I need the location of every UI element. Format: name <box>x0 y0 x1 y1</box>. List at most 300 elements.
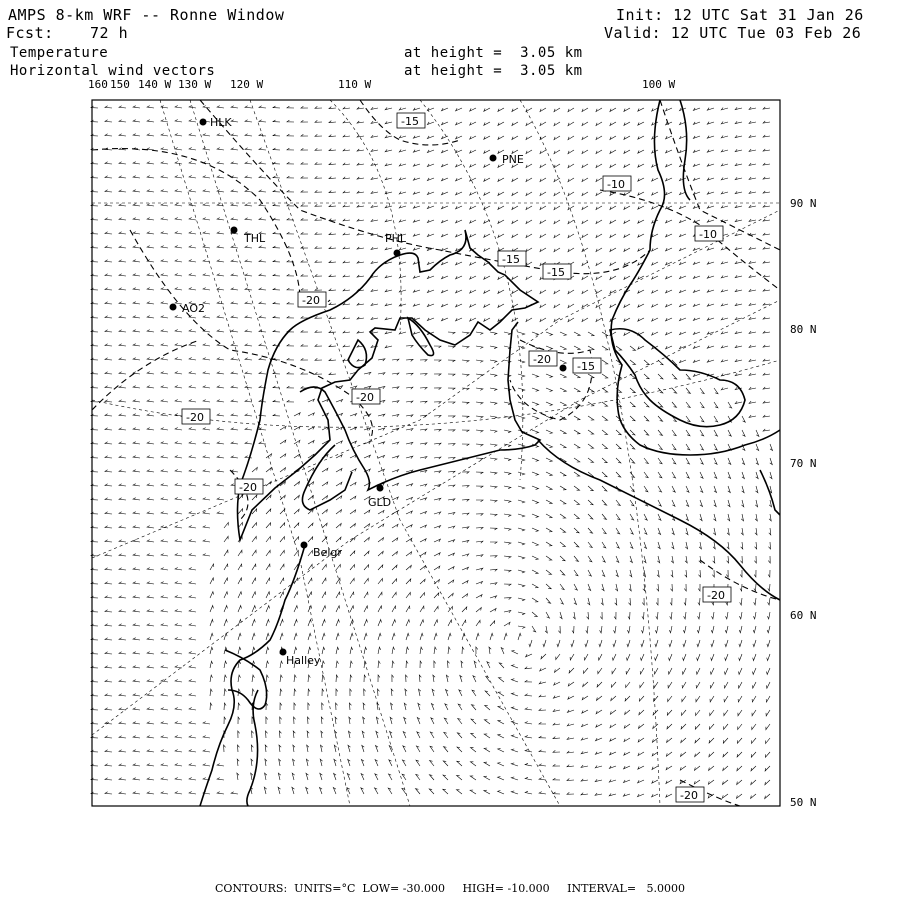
wind-barb <box>680 276 687 279</box>
wind-barb <box>600 612 602 619</box>
wind-barb <box>357 121 364 123</box>
wind-barb <box>567 724 574 726</box>
wind-barb <box>406 484 413 487</box>
wind-barb <box>245 274 252 276</box>
wind-barb <box>686 486 689 492</box>
wind-barb <box>540 206 546 210</box>
wind-barb <box>600 626 602 633</box>
wind-barb <box>322 399 329 402</box>
wind-barb <box>498 122 504 125</box>
wind-barb <box>763 107 770 109</box>
wind-barb <box>693 192 700 195</box>
wind-barb <box>707 346 714 349</box>
wind-barb <box>105 134 112 136</box>
wind-barb <box>119 792 126 794</box>
wind-barb <box>161 358 168 360</box>
wind-barb <box>175 134 182 137</box>
wind-barb <box>462 594 468 598</box>
wind-barb <box>343 107 350 109</box>
wind-barb <box>693 136 700 139</box>
wind-barb <box>133 414 140 416</box>
wind-barb <box>723 766 728 771</box>
wind-barb <box>231 456 238 458</box>
wind-barb <box>147 246 154 248</box>
wind-barb <box>532 612 537 617</box>
wind-barb <box>161 610 168 612</box>
wind-barb <box>217 372 224 374</box>
wind-barb <box>735 219 742 221</box>
wind-barb <box>738 710 742 716</box>
wind-barb <box>529 640 532 647</box>
wind-barb <box>714 472 717 478</box>
wind-barb <box>266 647 269 654</box>
wind-barb <box>583 682 588 687</box>
wind-barb <box>532 458 539 461</box>
wind-barb <box>133 624 140 626</box>
wind-barb <box>490 360 497 363</box>
wind-barb <box>175 274 182 277</box>
wind-barb <box>602 584 605 591</box>
wind-barb <box>133 694 140 696</box>
wind-barb <box>462 374 469 376</box>
wind-barb <box>707 164 714 167</box>
wind-barb <box>753 626 756 633</box>
wind-barb <box>749 177 756 179</box>
wind-barb <box>624 304 630 307</box>
wind-barb <box>273 176 280 178</box>
wind-barb <box>470 220 476 223</box>
wind-barb <box>738 696 742 702</box>
wind-barb <box>609 793 616 795</box>
wind-barb <box>462 402 469 404</box>
wind-barb <box>698 584 700 591</box>
wind-barb <box>610 122 616 126</box>
wind-barb <box>392 538 398 542</box>
wind-barb <box>504 402 511 405</box>
wind-barb <box>490 472 497 474</box>
wind-barb <box>707 136 714 139</box>
wind-barb <box>574 444 580 448</box>
wind-barb <box>434 498 441 500</box>
wind-barb <box>315 190 322 192</box>
wind-barb <box>371 205 378 207</box>
wind-barb <box>189 274 196 277</box>
wind-barb <box>696 710 700 716</box>
wind-barb <box>582 150 588 154</box>
wind-barb <box>322 647 325 654</box>
wind-barb <box>133 190 140 192</box>
wind-barb <box>434 661 436 668</box>
wind-barb <box>252 592 256 598</box>
wind-barb <box>735 275 742 277</box>
wind-barb <box>654 682 658 688</box>
wind-barb <box>350 661 352 668</box>
wind-barb <box>336 565 340 571</box>
wind-barb <box>546 500 552 504</box>
wind-barb <box>217 484 224 486</box>
wind-barb <box>741 542 743 549</box>
wind-barb <box>189 512 196 515</box>
wind-barb <box>554 136 560 140</box>
wind-barb <box>699 542 701 549</box>
wind-barb <box>133 120 140 122</box>
wind-barb <box>614 612 616 619</box>
wind-barb <box>512 220 518 224</box>
wind-barb <box>511 707 518 710</box>
wind-barb <box>279 759 281 766</box>
wind-barb <box>413 332 420 334</box>
wind-barb <box>308 441 314 445</box>
wind-barb <box>147 708 154 710</box>
wind-barb <box>652 318 658 321</box>
wind-barb <box>518 486 525 489</box>
wind-barb <box>766 724 770 730</box>
wind-barb <box>626 682 630 688</box>
wind-barb <box>652 276 658 279</box>
wind-barb <box>133 442 140 444</box>
wind-barb <box>224 675 227 682</box>
wind-barb <box>751 752 756 757</box>
wind-barb <box>624 248 630 251</box>
wind-barb <box>666 220 672 223</box>
wind-barb <box>584 668 589 673</box>
wind-barb <box>392 359 399 361</box>
wind-barb <box>473 676 476 682</box>
wind-barb <box>217 456 224 458</box>
wind-barb <box>443 789 448 794</box>
wind-barb <box>203 764 210 766</box>
wind-barb <box>364 551 369 556</box>
wind-barb <box>672 444 676 450</box>
wind-barb <box>763 233 770 235</box>
wind-barb <box>252 633 255 640</box>
wind-barb <box>714 486 717 493</box>
wind-barb <box>280 426 286 430</box>
wind-barb <box>666 304 672 307</box>
wind-barb <box>175 316 182 319</box>
wind-barb <box>490 458 497 460</box>
wind-barb <box>133 176 140 178</box>
wind-barb <box>613 640 616 647</box>
wind-barb <box>273 218 280 220</box>
contour-label <box>695 226 723 241</box>
wind-barb <box>582 108 588 112</box>
wind-barb <box>572 626 574 633</box>
wind-barb <box>147 680 154 682</box>
wind-barb <box>147 652 154 654</box>
wind-barb <box>610 724 616 728</box>
field-wind: Horizontal wind vectors <box>10 63 216 79</box>
wind-barb <box>434 457 441 459</box>
wind-barb <box>119 778 126 780</box>
wind-barb <box>406 387 413 389</box>
wind-barb <box>287 344 294 346</box>
wind-barb <box>699 570 701 577</box>
wind-barb <box>470 318 476 321</box>
wind-barb <box>532 472 539 475</box>
wind-barb <box>119 666 126 668</box>
wind-barb <box>392 565 397 570</box>
wind-barb <box>666 766 672 770</box>
wind-barb <box>610 752 616 755</box>
wind-barb <box>385 107 392 109</box>
wind-barb <box>147 694 154 696</box>
wind-barb <box>392 497 398 500</box>
wind-barb <box>639 710 644 715</box>
wind-barb <box>420 525 426 528</box>
wind-barb <box>280 689 282 696</box>
wind-barb <box>560 402 566 406</box>
wind-barb <box>364 455 370 458</box>
wind-barb <box>301 232 308 234</box>
wind-barb <box>217 400 224 402</box>
wind-barb <box>231 400 238 402</box>
wind-barb <box>321 717 323 724</box>
wind-barb <box>133 400 140 402</box>
wind-barb <box>749 121 756 123</box>
wind-barb <box>280 578 284 584</box>
wind-barb <box>413 276 420 278</box>
wind-barb <box>476 595 482 598</box>
wind-barb <box>273 120 280 122</box>
wind-barb <box>581 765 588 767</box>
wind-barb <box>105 190 112 192</box>
wind-barb <box>217 792 224 794</box>
wind-barb <box>203 204 210 206</box>
wind-barb <box>518 598 525 601</box>
wind-barb <box>434 553 440 556</box>
wind-barb <box>624 766 630 769</box>
wind-barb <box>686 416 690 422</box>
wind-barb <box>489 647 491 654</box>
wind-barb <box>560 542 565 546</box>
wind-barb <box>224 689 226 696</box>
wind-barb <box>217 470 224 472</box>
wind-barb <box>448 526 455 528</box>
wind-barb <box>105 470 112 472</box>
wind-barb <box>456 318 462 321</box>
wind-barb <box>753 668 757 674</box>
wind-barb <box>504 500 511 503</box>
wind-barb <box>329 177 336 179</box>
wind-barb <box>721 206 728 208</box>
wind-barb <box>259 358 266 360</box>
wind-barb <box>543 640 546 647</box>
wind-barb <box>763 303 770 305</box>
wind-barb <box>203 722 210 724</box>
wind-barb <box>532 486 539 489</box>
wind-barb <box>442 164 449 167</box>
wind-barb <box>203 190 210 192</box>
wind-barb <box>560 514 566 518</box>
contour-label <box>543 264 571 279</box>
wind-barb <box>315 344 322 346</box>
wind-barb <box>419 675 421 682</box>
wind-barb <box>203 750 210 752</box>
wind-barb <box>217 498 224 500</box>
wind-barb <box>448 499 455 501</box>
wind-barb <box>694 780 700 784</box>
wind-barb <box>133 274 140 276</box>
wind-barb <box>442 220 449 223</box>
wind-barb <box>474 661 476 668</box>
wind-barb <box>458 719 462 725</box>
wind-barb <box>350 675 352 682</box>
wind-barb <box>686 388 690 393</box>
wind-barb <box>554 682 560 685</box>
wind-barb <box>723 752 728 757</box>
wind-barb <box>595 766 602 768</box>
wind-barb <box>602 556 605 562</box>
forecast-hours: 72 h <box>90 24 129 42</box>
wind-barb <box>175 372 182 375</box>
wind-barb <box>161 778 168 780</box>
wind-barb <box>119 652 126 654</box>
wind-barb <box>567 792 574 794</box>
wind-barb <box>133 288 140 290</box>
wind-barb <box>203 554 210 556</box>
wind-barb <box>161 512 168 514</box>
wind-barb <box>378 524 384 528</box>
wind-barb <box>329 289 336 291</box>
wind-barb <box>203 736 210 738</box>
wind-barb <box>490 596 497 599</box>
wind-barb <box>434 633 437 640</box>
wind-barb <box>461 661 463 668</box>
wind-barb <box>512 276 518 280</box>
wind-barb <box>308 633 311 640</box>
wind-barb <box>378 592 382 598</box>
wind-barb <box>540 290 546 294</box>
wind-barb <box>442 150 449 153</box>
wind-barb <box>763 177 770 179</box>
wind-barb <box>740 598 742 605</box>
wind-barb <box>350 689 352 696</box>
wind-barb <box>457 761 462 766</box>
wind-barb <box>735 359 742 361</box>
wind-barb <box>119 722 126 724</box>
wind-barb <box>504 430 511 433</box>
wind-barb <box>554 150 560 154</box>
wind-barb <box>721 136 728 138</box>
wind-barb <box>546 584 551 589</box>
wind-barb <box>540 108 546 112</box>
wind-barb <box>526 318 532 322</box>
wind-barb <box>364 578 368 584</box>
wind-barb <box>532 556 538 560</box>
wind-barb <box>638 346 644 349</box>
contour-label <box>235 479 263 494</box>
wind-barb <box>656 598 658 605</box>
wind-barb <box>560 584 564 590</box>
wind-barb <box>273 330 280 332</box>
wind-barb <box>498 192 504 195</box>
wind-barb <box>657 556 659 563</box>
wind-barb <box>624 332 630 335</box>
contour-label <box>676 787 704 802</box>
wind-barb <box>147 218 154 220</box>
contour-footer: CONTOURS: UNITS=°C LOW= -30.000 HIGH= -10.000 INTERVAL= 5.0000 <box>214 882 686 895</box>
wind-barb <box>443 775 448 780</box>
wind-barb <box>693 374 700 377</box>
wind-barb <box>683 626 686 633</box>
wind-barb <box>721 164 728 166</box>
wind-barb <box>189 386 196 389</box>
wind-barb <box>630 402 635 407</box>
wind-barb <box>442 234 449 237</box>
wind-barb <box>413 234 420 236</box>
wind-barb <box>413 290 420 292</box>
wind-barb <box>693 122 700 125</box>
wind-barb <box>532 430 539 433</box>
wind-barb <box>476 647 478 654</box>
wind-barb <box>266 550 270 556</box>
svg-text:-20: -20 <box>186 411 204 424</box>
wind-barb <box>406 633 409 640</box>
wind-barb <box>210 592 214 598</box>
wind-barb <box>485 691 490 696</box>
wind-barb <box>329 345 336 347</box>
wind-barb <box>217 288 224 290</box>
wind-barb <box>553 778 560 780</box>
wind-barb <box>462 527 469 529</box>
wind-barb <box>554 192 560 196</box>
wind-barb <box>245 204 252 206</box>
wind-barb <box>630 570 632 577</box>
wind-barb <box>711 654 714 661</box>
wind-barb <box>378 359 385 361</box>
wind-barb <box>224 523 228 529</box>
wind-barb <box>476 633 479 640</box>
wind-barb <box>568 220 574 224</box>
wind-barb <box>540 122 546 126</box>
contour-label <box>182 409 210 424</box>
wind-barb <box>728 500 730 507</box>
wind-barb <box>392 592 396 598</box>
wind-barb <box>133 428 140 430</box>
wind-barb <box>357 163 364 165</box>
wind-barb <box>588 444 594 448</box>
wind-barb <box>315 120 322 122</box>
wind-barb <box>105 162 112 164</box>
wind-barb <box>588 500 593 505</box>
wind-barb <box>161 386 168 388</box>
wind-barb <box>399 108 406 110</box>
wind-barb <box>308 537 313 542</box>
wind-barb <box>385 303 392 305</box>
wind-barb <box>161 134 168 136</box>
wind-barb <box>448 540 455 543</box>
wind-barb <box>698 598 700 605</box>
wind-barb <box>739 654 742 661</box>
wind-barb <box>301 148 308 150</box>
wind-barb <box>350 455 356 458</box>
wind-barb <box>427 220 434 223</box>
wind-barb <box>308 647 311 654</box>
wind-barb <box>752 696 756 702</box>
wind-barb <box>294 551 298 557</box>
wind-barb <box>238 564 242 570</box>
wind-barb <box>392 483 399 486</box>
wind-barb <box>434 360 441 362</box>
contour-label <box>397 113 425 128</box>
wind-barb <box>105 484 112 486</box>
wind-barb <box>484 720 490 724</box>
wind-barb <box>308 523 313 528</box>
wind-barb <box>273 274 280 276</box>
wind-barb <box>644 514 647 520</box>
wind-barb <box>203 372 210 374</box>
